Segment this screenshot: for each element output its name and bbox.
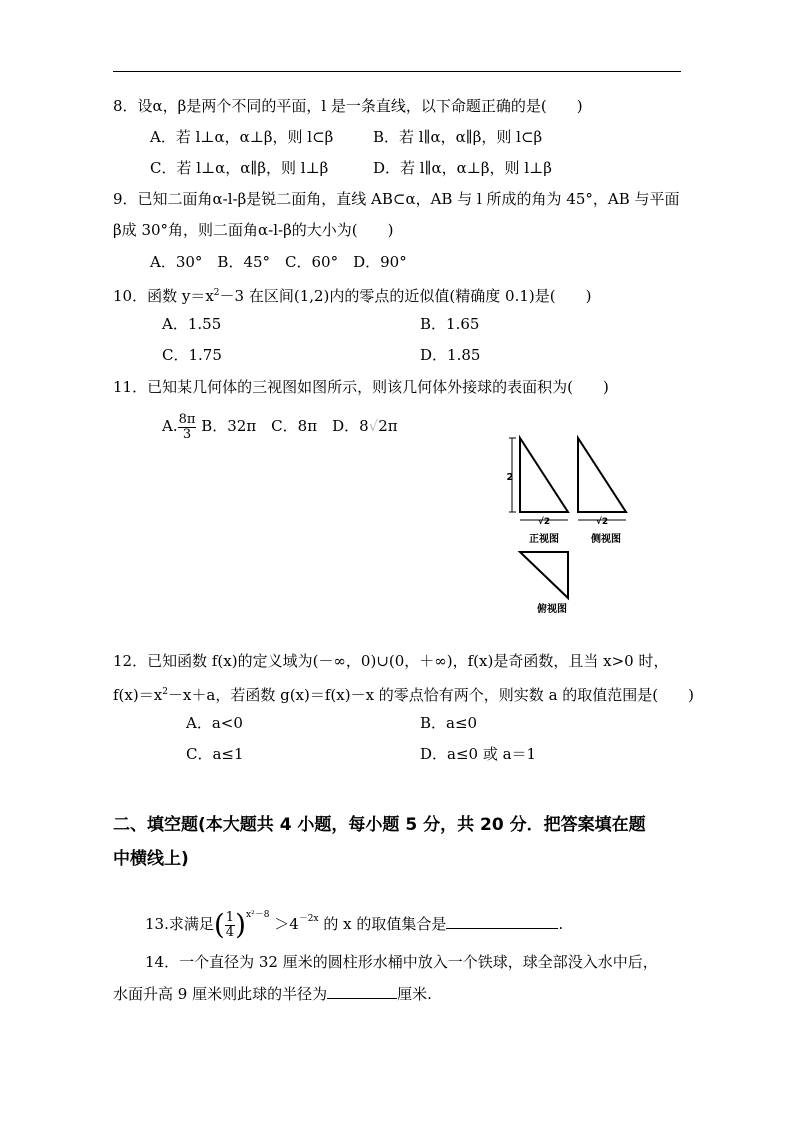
front-view-triangle	[520, 438, 568, 512]
q12-option-c: C．a≤1	[186, 745, 244, 763]
q14-answer-blank[interactable]	[327, 983, 397, 999]
q13-line: 13.求满足( $\frac{1}{4}$ )$^{x^2-8} >4^{-2x}$ 的 x 的取值集合是 .	[145, 908, 564, 941]
q12-option-a: A．a<0	[186, 714, 243, 732]
q9-line2: β成 30°角，则二面角α-l-β的大小为( )	[113, 221, 394, 239]
q12-option-b: B．a≤0	[420, 714, 478, 732]
q12-option-d: D．a≤0 或 a＝1	[420, 745, 537, 763]
q11-stem: 11．已知某几何体的三视图如图所示，则该几何体外接球的表面积为( )	[113, 378, 609, 396]
q10-option-a: A．1.55	[162, 315, 222, 333]
q8-option-a: A．若 l⊥α，α⊥β，则 l⊂β	[150, 128, 334, 146]
front-view-label: 正视图	[529, 534, 559, 545]
section-title-line1: 二、填空题(本大题共 4 小题，每小题 5 分，共 20 分．把答案填在题	[113, 815, 646, 835]
top-view-triangle	[520, 552, 568, 598]
q8-stem: 8．设α，β是两个不同的平面，l 是一条直线，以下命题正确的是( )	[113, 97, 583, 115]
q11-option-a-fraction: $\frac{8\pi}{3}$	[178, 411, 196, 442]
side-width-label: √2	[595, 517, 609, 527]
q8-option-b: B．若 l∥α，α∥β，则 l⊂β	[373, 128, 543, 146]
q9-options: A．30° B．45° C．60° D．90°	[150, 253, 407, 271]
q11-options: A. $\frac{8\pi}{3}$ B．32π C．8π D．8√2π	[162, 411, 398, 442]
q13-fraction: $\frac{1}{4}$	[225, 909, 235, 940]
q12-line1: 12．已知函数 f(x)的定义域为(－∞，0)∪(0，＋∞)，f(x)是奇函数，且当 x>0 时，	[113, 652, 669, 670]
q10-option-d: D．1.85	[420, 346, 481, 364]
three-view-figure	[500, 430, 650, 620]
side-view-triangle	[578, 438, 626, 512]
q9-line1: 9．已知二面角α-l-β是锐二面角，直线 AB⊂α，AB 与 l 所成的角为 45°，AB 与平面	[113, 190, 680, 208]
header-rule	[113, 71, 681, 72]
q10-stem: 10．函数 $y=x^2-3$ 在区间(1,2)内的零点的近似值(精确度 0.1)是( )	[113, 287, 592, 305]
q10-option-c: C．1.75	[162, 346, 222, 364]
top-view-label: 俯视图	[537, 604, 567, 615]
front-width-label: √2	[537, 517, 551, 527]
side-view-label: 侧视图	[591, 534, 621, 545]
q12-line2: $f(x)=x^2-x+a$，若函数 g(x)＝f(x)－x 的零点恰有两个，则实数 a 的取值范围是( )	[113, 686, 694, 704]
q8-option-d: D．若 l∥α，α⊥β，则 l⊥β	[373, 159, 552, 177]
q13-answer-blank[interactable]	[446, 913, 558, 929]
q14-line2: 水面升高 9 厘米则此球的半径为 厘米.	[113, 985, 432, 1003]
section-title-line2: 中横线上)	[113, 849, 189, 869]
q10-option-b: B．1.65	[420, 315, 480, 333]
height-label: 2	[506, 472, 514, 483]
q14-line1: 14．一个直径为 32 厘米的圆柱形水桶中放入一个铁球，球全部没入水中后，	[145, 953, 658, 971]
q8-option-c: C．若 l⊥α，α∥β，则 l⊥β	[150, 159, 329, 177]
